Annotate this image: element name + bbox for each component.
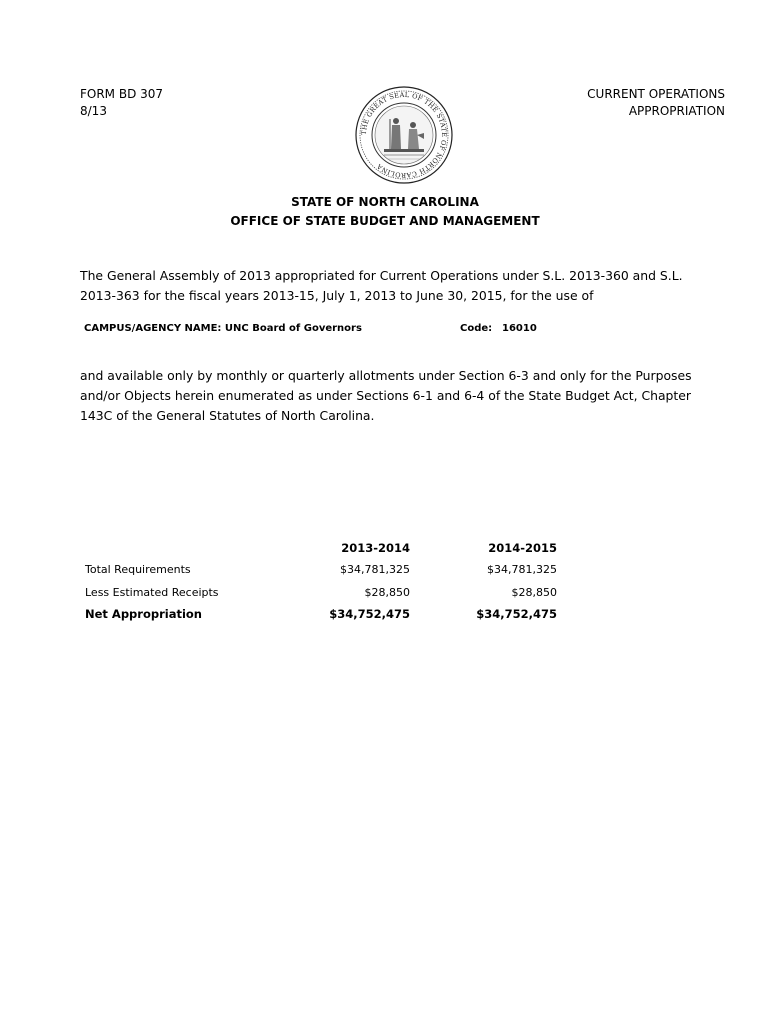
total-requirements-2014-2015: $34,781,325 [487, 563, 557, 576]
form-number: FORM BD 307 [80, 87, 164, 101]
state-seal-icon [354, 85, 454, 185]
form-title-line1: CURRENT OPERATIONS [587, 87, 725, 101]
form-title [587, 86, 725, 120]
office-heading: OFFICE OF STATE BUDGET AND MANAGEMENT [230, 214, 540, 228]
form-date: 8/13 [80, 104, 107, 118]
year-header-2014-2015: 2014-2015 [488, 541, 557, 555]
allotment-paragraph: and available only by monthly or quarterly allotments under Section 6-3 and only for the Purposes and/or Objects herein enumerated as under Sections 6-1 and 6-4 of the State Budget Act, Chapter 143C of the General Statutes of North Carolina. [80, 368, 692, 423]
net-appropriation-2014-2015: $34,752,475 [476, 607, 557, 621]
total-requirements-2013-2014: $34,781,325 [340, 563, 410, 576]
svg-text:THE GREAT SEAL OF THE STATE OF: THE GREAT SEAL OF THE STATE OF NORTH CAROLINA [359, 90, 449, 180]
agency-name: CAMPUS/AGENCY NAME: UNC Board of Governors [84, 323, 362, 334]
form-title-line2: APPROPRIATION [628, 104, 725, 118]
net-appropriation-2013-2014: $34,752,475 [329, 607, 410, 621]
code-label: Code: [460, 323, 493, 334]
appropriation-paragraph: The General Assembly of 2013 appropriated for Current Operations under S.L. 2013-360 and S.L. 2013-363 for the fiscal years 2013-15, July 1, 2013 to June 30, 2015, for the use of [80, 268, 683, 303]
estimated-receipts-2013-2014: $28,850 [364, 586, 410, 599]
total-requirements-label: Total Requirements [85, 563, 191, 576]
estimated-receipts-2014-2015: $28,850 [511, 586, 557, 599]
form-identifier [80, 86, 163, 120]
state-heading: STATE OF NORTH CAROLINA [291, 195, 479, 209]
year-header-2013-2014: 2013-2014 [341, 541, 410, 555]
estimated-receipts-label: Less Estimated Receipts [85, 586, 219, 599]
net-appropriation-label: Net Appropriation [85, 607, 202, 621]
code-value: 16010 [502, 323, 537, 334]
